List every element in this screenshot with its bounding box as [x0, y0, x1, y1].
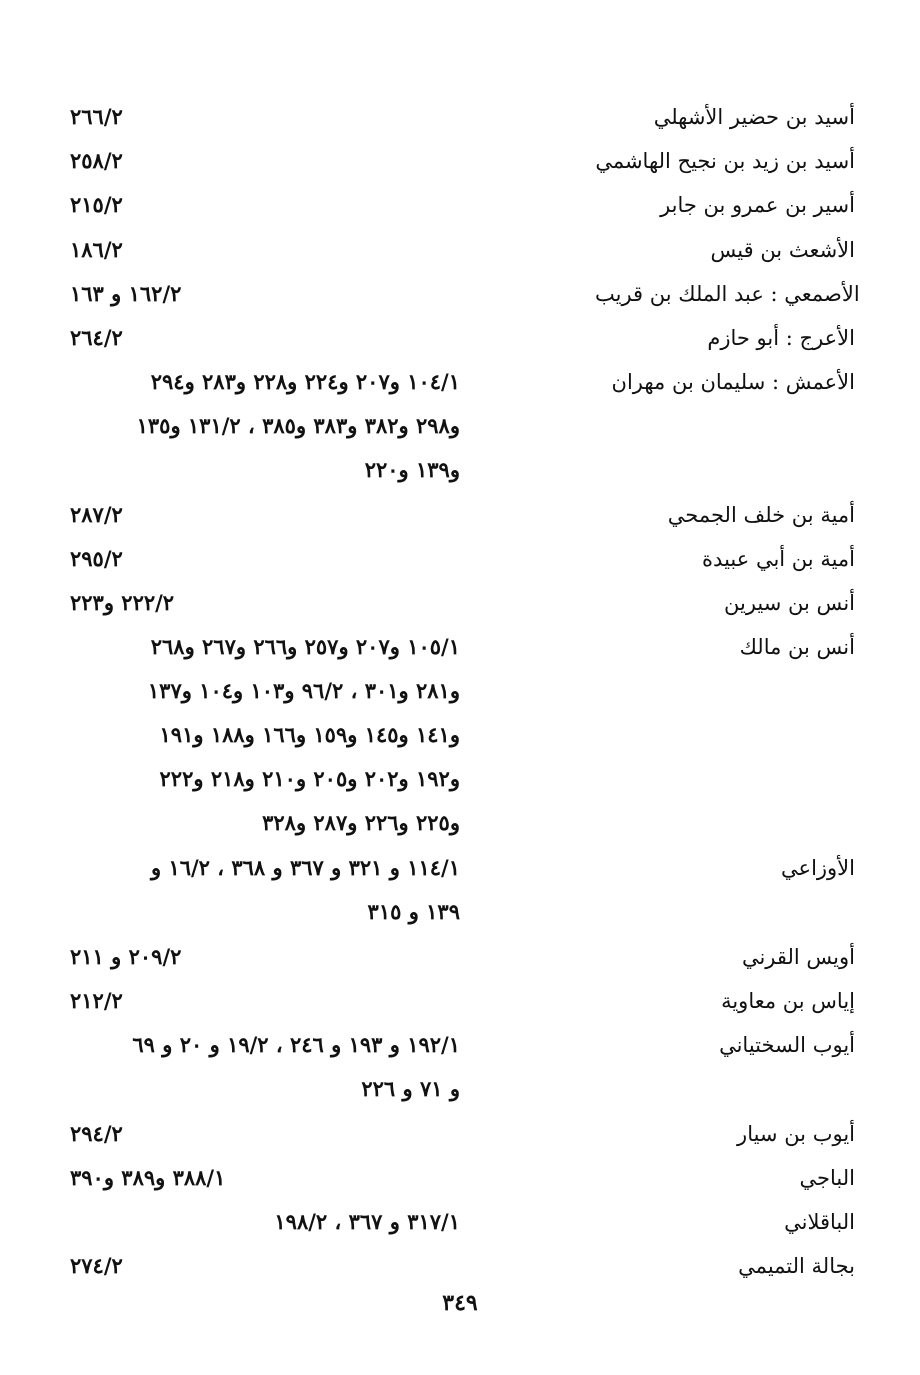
index-entry-ref-line: ٣٨٨/١ و٣٨٩ و٣٩٠ [70, 1164, 226, 1190]
index-entry-name: أويس القرني [741, 944, 855, 969]
index-entry-ref-line: و٢٨١ و٣٠١ ، ٩٦/٢ و١٠٣ و١٠٤ و١٣٧ [147, 678, 460, 704]
index-entry-name: الأشعث بن قيس [710, 237, 855, 262]
index-entry-ref-line: ٣١٧/١ و ٣٦٧ ، ١٩٨/٢ [274, 1209, 460, 1234]
index-entry-ref-line: ١٦٢/٢ و ١٦٣ [70, 280, 182, 306]
index-entry-name: أنس بن سيرين [724, 591, 855, 616]
index-entry-name: الأصمعي : عبد الملك بن قريب [595, 281, 860, 306]
index-entry-refs [70, 935, 310, 979]
index-entry-name: أنس بن مالك [739, 635, 855, 660]
index-entry-ref-line: ١٨٦/٢ [70, 236, 123, 262]
index-entry-ref-line: ٢١٢/٢ [70, 988, 123, 1013]
index-entry-refs [70, 537, 310, 581]
index-entry-refs [60, 846, 460, 934]
index-entry-refs [70, 979, 310, 1023]
index-entry-ref-line: ٢١٥/٢ [70, 192, 123, 218]
index-entry-refs [70, 183, 310, 227]
index-entry-name: أيوب بن سيار [737, 1121, 855, 1146]
index-entry-refs [70, 316, 310, 360]
index-entry-ref-line: ٢٦٦/٢ [70, 104, 123, 129]
index-entry-ref-line: و١٩٢ و٢٠٢ و٢٠٥ و٢١٠ و٢١٨ و٢٢٢ [159, 766, 460, 792]
index-entry-refs [70, 272, 310, 316]
index-entry-refs [70, 1244, 310, 1288]
index-entry-name: أسيد بن زيد بن نجيح الهاشمي [595, 149, 855, 174]
index-entry-ref-line: ٢٨٧/٢ [70, 501, 123, 527]
index-entry-name: الأعرج : أبو حازم [707, 326, 855, 350]
index-entry-ref-line: ١٠٤/١ و٢٠٧ و٢٢٤ و٢٢٨ و٢٨٣ و٢٩٤ [150, 369, 460, 395]
index-entry-refs [60, 1200, 460, 1244]
index-entry-name: إياس بن معاوية [721, 989, 855, 1013]
index-entry-ref-line: و ٧١ و ٢٢٦ [361, 1076, 460, 1102]
index-entry-ref-line: ١٩٢/١ و ١٩٣ و ٢٤٦ ، ١٩/٢ و ٢٠ و ٦٩ [132, 1032, 460, 1058]
index-entry-ref-line: و٢٩٨ و٣٨٢ و٣٨٣ و٣٨٥ ، ١٣١/٢ و١٣٥ [136, 413, 460, 439]
index-entry-ref-line: ٢٠٩/٢ و ٢١١ [70, 943, 182, 969]
index-entry-ref-line: ٢٧٤/٢ [70, 1253, 123, 1279]
index-entry-name: الأعمش : سليمان بن مهران [611, 370, 855, 395]
index-entry-refs [70, 1112, 310, 1156]
index-entry-ref-line: ٢٢٢/٢ و٢٢٣ [70, 590, 175, 616]
index-entry-ref-line: ٢٦٤/٢ [70, 325, 123, 350]
index-entry-refs [70, 228, 310, 272]
index-entry-refs [70, 581, 310, 625]
index-entry-name: أيوب السختياني [719, 1033, 855, 1058]
index-entry-name: أمية بن أبي عبيدة [702, 547, 855, 571]
index-entry-refs [60, 1023, 460, 1111]
index-entry-ref-line: ١١٤/١ و ٣٢١ و ٣٦٧ و ٣٦٨ ، ١٦/٢ و [151, 855, 460, 881]
index-entry-name: الباقلاني [784, 1210, 855, 1234]
index-entry-refs [60, 625, 460, 845]
index-entry-ref-line: ٢٥٨/٢ [70, 148, 123, 174]
index-entry-name: أمية بن خلف الجمحي [667, 502, 855, 527]
index-entry-refs [70, 1156, 310, 1200]
index-entry-ref-line: ١٠٥/١ و٢٠٧ و٢٥٧ و٢٦٦ و٢٦٧ و٢٦٨ [150, 634, 460, 660]
index-entry-refs [70, 95, 310, 139]
index-entry-ref-line: ٢٩٤/٢ [70, 1120, 123, 1146]
index-entry-name: بجالة التميمي [738, 1254, 855, 1279]
index-entry-name: الباجي [799, 1165, 855, 1190]
index-entry-ref-line: ٢٩٥/٢ [70, 546, 123, 571]
index-entry-ref-line: و١٤١ و١٤٥ و١٥٩ و١٦٦ و١٨٨ و١٩١ [159, 722, 460, 748]
index-entry-refs [60, 360, 460, 492]
index-entry-refs [70, 493, 310, 537]
index-entry-name: الأوزاعي [781, 856, 855, 881]
index-entry-name: أسير بن عمرو بن جابر [660, 193, 855, 218]
index-entry-refs [70, 139, 310, 183]
page-number: ٣٤٩ [442, 1290, 478, 1316]
index-entry-name: أسيد بن حضير الأشهلي [653, 105, 855, 129]
index-entry-ref-line: ١٣٩ و ٣١٥ [367, 899, 460, 925]
index-entry-ref-line: و١٣٩ و٢٢٠ [364, 457, 460, 483]
index-entry-ref-line: و٢٢٥ و٢٢٦ و٢٨٧ و٣٢٨ [262, 810, 460, 836]
